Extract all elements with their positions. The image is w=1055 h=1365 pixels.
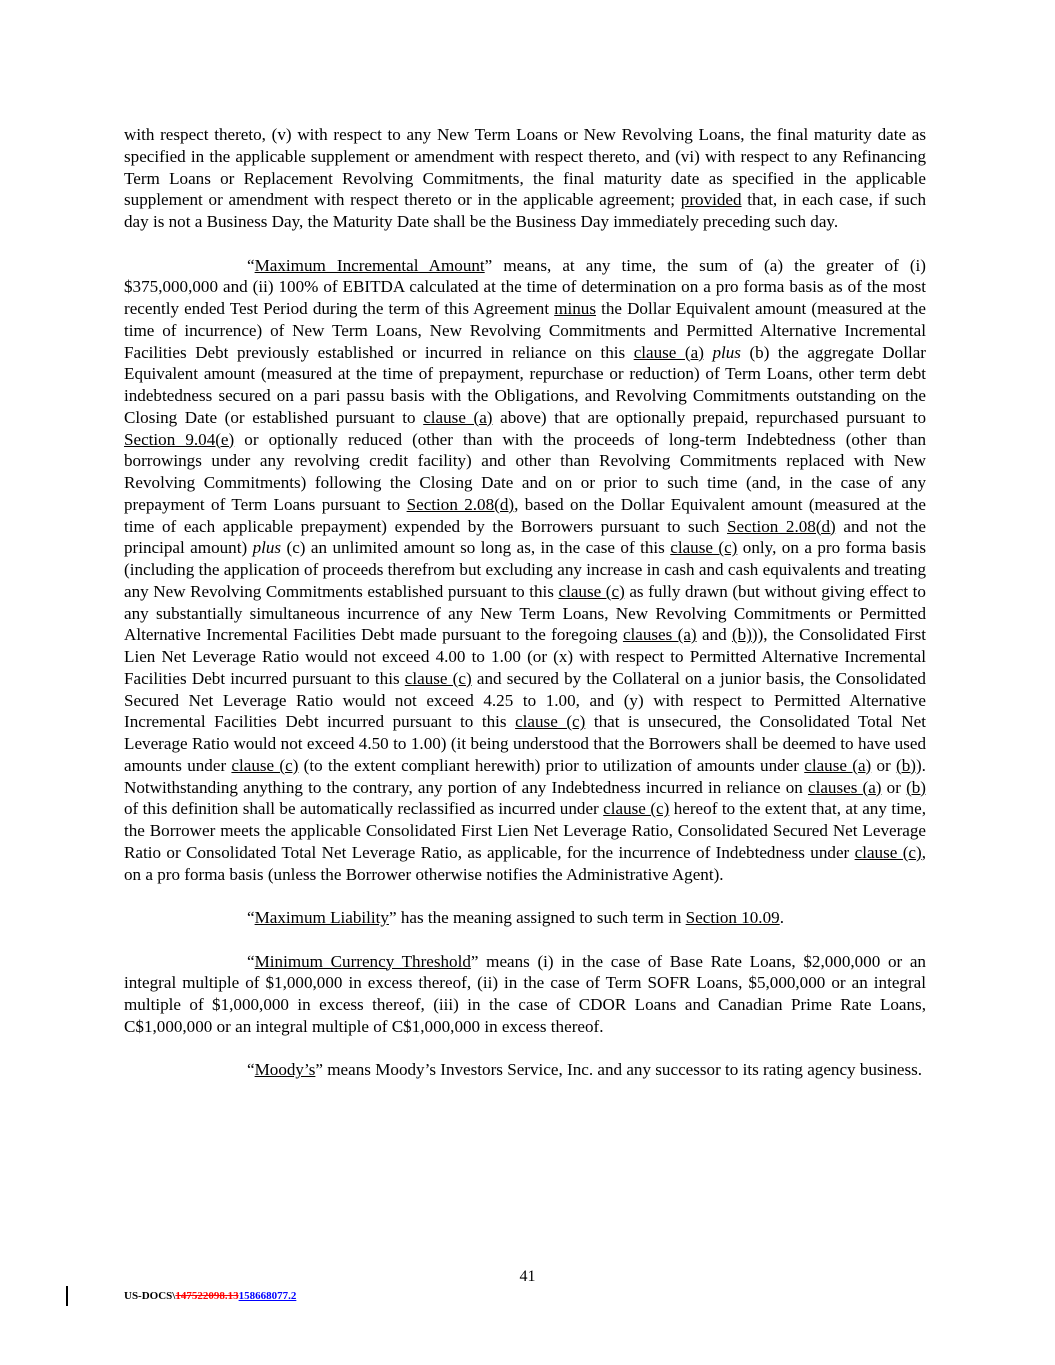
- text: with respect thereto, (v) with respect to any New Term Loans or New Revolving Loans, the final maturity date as specified in the applicable supplement or amendment with respect thereto, and (vi) with respect to any Refinancing Term Loans or Replacement Revolving Commitments, the final maturity date as specified in the applicable supplement or amendment with respect thereto or in the applicable agreement;: [124, 125, 926, 210]
- doc-id-prefix: US-DOCS\: [124, 1290, 176, 1302]
- clause-reference: clause (a): [423, 407, 493, 427]
- clause-reference: clause (c): [231, 755, 299, 775]
- text: that is unsecured, the Consolidated Total Net Leverage Ratio would not exceed 4.50 to 1.00) (it being understood that the Borrowers shall be deemed to have used amounts under: [124, 712, 926, 775]
- section-reference: Section 9.04(e): [124, 429, 235, 449]
- text: hereof to the extent that, at any time, the Borrower meets the applicable Consolidated First Lien Net Leverage Ratio, Consolidated Secured Net Leverage Ratio or Consolidated Total Net Leverage Ratio, as applicable, for the incurrence of Indebtedness under: [124, 799, 926, 862]
- text: or optionally reduced (other than with the proceeds of long-term Indebtedness (other than borrowings under any revolving credit facility) and other than Revolving Commitments replaced with New Revolving Commitments) following the Closing Date and on or prior to such time (and, in the case of any prepayment of Term Loans pursuant to: [124, 429, 926, 514]
- clause-reference: clause (a): [804, 755, 872, 775]
- clause-reference: clause (c): [558, 581, 625, 601]
- clause-reference: clause (c): [854, 842, 922, 862]
- text: ). Notwithstanding anything to the contrary, any portion of any Indebtedness incurred in reliance on: [124, 755, 926, 797]
- clause-reference: clauses (a): [807, 777, 882, 797]
- defined-term: Maximum Liability: [254, 908, 389, 927]
- text: and not the principal amount): [124, 516, 926, 558]
- underlined-term: provided: [680, 190, 742, 210]
- clause-reference: clause (c): [404, 668, 472, 688]
- page-number: 41: [519, 1268, 536, 1285]
- italic-term: plus: [252, 538, 282, 558]
- clause-reference: clauses (a): [622, 625, 697, 645]
- text: (to the extent compliant herewith) prior to utilization of amounts under: [298, 755, 805, 775]
- definition-maximum-liability: [124, 907, 926, 929]
- text: and secured by the Collateral on a junior basis, the Consolidated Secured Net Leverage Ratio would not exceed 4.25 to 1.00, and (y) with respect to Permitted Alternative Incremental Facilities Debt incurred pursuant to this: [124, 668, 926, 732]
- clause-reference: clause (c): [670, 538, 738, 558]
- definition-minimum-currency-threshold: [124, 951, 926, 1038]
- text: .: [779, 908, 784, 927]
- section-reference: Section 2.08(d): [406, 494, 515, 514]
- text: ” means Moody’s Investors Service, Inc. and any successor to its rating agency business.: [315, 1060, 923, 1080]
- clause-reference: (b): [731, 625, 752, 645]
- clause-reference: (b): [906, 777, 926, 797]
- underlined-term: minus: [554, 299, 596, 318]
- text: only, on a pro forma basis (including the application of proceeds therefrom but excluding any increase in cash and cash equivalents and treating any New Revolving Commitments established pursuant to this: [124, 538, 926, 601]
- definition-maximum-incremental-amount: [124, 255, 926, 886]
- text: that, in each case, if such day is not a Business Day, the Maturity Date shall be the Business Day immediately preceding such day.: [124, 190, 926, 231]
- text: “: [247, 255, 255, 275]
- text: ” means (i) in the case of Base Rate Loans, $2,000,000 or an integral multiple of $1,000,000 in excess thereof, (ii) in the case of Term SOFR Loans, $5,000,000 or an integral multiple of $1,000,000 in excess thereof, (iii) in the case of CDOR Loans and Canadian Prime Rate Loans, C$1,000,000 or an integral multiple of C$1,000,000 in excess thereof.: [124, 951, 926, 1036]
- text: ” means, at any time, the sum of (a) the greater of (i) $375,000,000 and (ii) 100% of EBITDA calculated at the time of determination on a pro forma basis as of the most recently ended Test Period during the term of this Agreement: [124, 255, 926, 318]
- text: above) that are optionally prepaid, repurchased pursuant to: [492, 407, 926, 427]
- text: the Dollar Equivalent amount (measured at the time of incurrence) of New Term Loans, New Revolving Commitments and Permitted Alternative Incremental Facilities Debt previously established or incurred in reliance on this: [124, 299, 926, 362]
- inserted-doc-id: 158668077.2: [238, 1290, 297, 1302]
- change-bar: [66, 1286, 68, 1306]
- section-reference: Section 10.09: [685, 908, 780, 927]
- text: of this definition shall be automatically reclassified as incurred under: [124, 799, 604, 819]
- clause-reference: (b): [896, 755, 916, 775]
- paragraph-maturity-date-continuation: [124, 124, 926, 233]
- text: “: [247, 908, 255, 927]
- text: , based on the Dollar Equivalent amount (measured at the time of each applicable prepayment) expended by the Borrowers pursuant to such: [124, 494, 926, 536]
- text: “: [247, 1060, 255, 1080]
- defined-term: Moody’s: [254, 1060, 316, 1080]
- text: )), the Consolidated First Lien Net Leverage Ratio would not exceed 4.00 to 1.00 (or (x) with respect to Permitted Alternative Incremental Facilities Debt incurred pursuant to this: [124, 625, 927, 688]
- clause-reference: clause (c): [515, 712, 586, 732]
- clause-reference: clause (c): [603, 799, 670, 819]
- section-reference: Section 2.08(d): [727, 516, 836, 536]
- text: (c) an unlimited amount so long as, in the case of this: [281, 538, 671, 558]
- text: or: [881, 777, 907, 797]
- italic-term: plus: [712, 342, 741, 362]
- definition-moodys: [124, 1059, 926, 1081]
- text: “: [247, 951, 255, 971]
- text: as fully drawn (but without giving effect to any substantially simultaneous incurrence of any New Term Loans, New Revolving Commitments or Permitted Alternative Incremental Facilities Debt made pursuant to the foregoing: [124, 581, 926, 645]
- document-id: [124, 1290, 296, 1302]
- deleted-doc-id: 147522098.13: [175, 1290, 239, 1302]
- defined-term: Minimum Currency Threshold: [254, 951, 471, 971]
- defined-term: Maximum Incremental Amount: [254, 255, 485, 275]
- text: , on a pro forma basis (unless the Borrower otherwise notifies the Administrative Agent).: [124, 842, 926, 884]
- text: or: [871, 755, 897, 775]
- document-body: [124, 124, 926, 1103]
- text: ” has the meaning assigned to such term in: [388, 908, 686, 927]
- text: and: [696, 625, 732, 645]
- clause-reference: clause (a): [633, 342, 704, 362]
- text: (b) the aggregate Dollar Equivalent amount (measured at the time of prepayment, repurchase or reduction) of Term Loans, other term debt indebtedness secured on a pari passu basis with the Obligations, and Revolving Commitments outstanding on the Closing Date (or established pursuant to: [124, 342, 926, 427]
